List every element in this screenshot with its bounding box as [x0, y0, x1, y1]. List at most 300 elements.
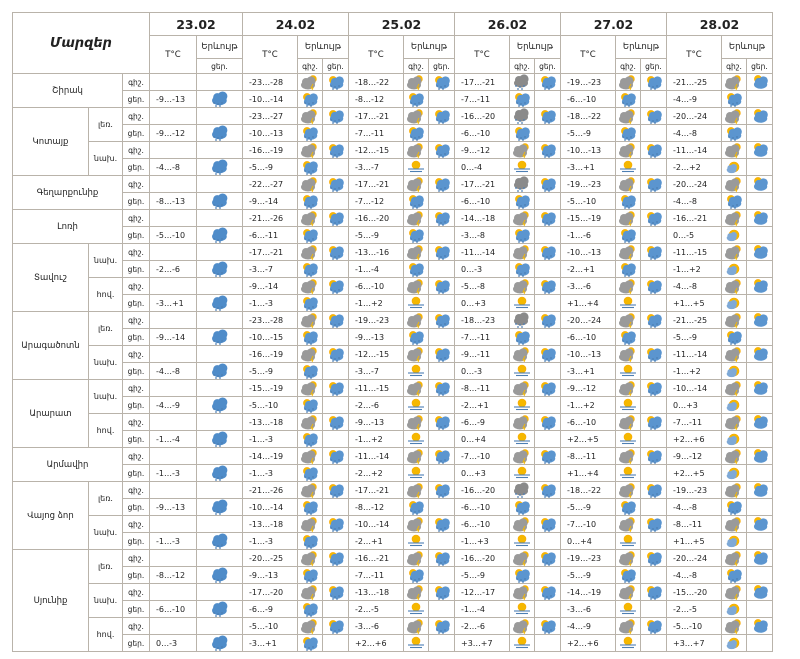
night-icon-cell [298, 159, 323, 176]
temp-cell: -22…-27 [243, 176, 298, 193]
sunsnow-icon [723, 125, 745, 141]
sunfog-icon [617, 601, 639, 617]
temp-cell: -3…+1 [561, 363, 616, 380]
temp-cell: 0…+3 [455, 295, 510, 312]
temp-cell: -13…-18 [349, 584, 404, 601]
sunsnow-icon [643, 380, 665, 396]
temp-cell: 0…-5 [667, 227, 722, 244]
date-header: 23.02 [150, 13, 243, 36]
night-icon-cell [404, 516, 429, 533]
sunsnow-icon [299, 465, 321, 481]
sunsnow-icon [325, 618, 347, 634]
temp-cell: -12…-15 [349, 346, 404, 363]
night-icon-cell [722, 567, 747, 584]
temp-cell: -10…-13 [561, 244, 616, 261]
temp-cell: -16…-21 [349, 550, 404, 567]
sunsnow-icon [431, 516, 453, 532]
temp-cell: -6…-9 [243, 601, 298, 618]
temp-cell: 0…+3 [455, 465, 510, 482]
temp-cell: +2…+5 [561, 431, 616, 448]
sunfog-icon [617, 159, 639, 175]
temp-cell: -7…-10 [561, 516, 616, 533]
temp-cell: -7…-12 [349, 193, 404, 210]
cloud-icon [723, 142, 745, 158]
night-icon-cell [404, 482, 429, 499]
day-icon-cell [323, 499, 349, 516]
day-icon-cell [323, 618, 349, 635]
zone-name: նախ. [89, 584, 123, 618]
night-icon-cell [510, 397, 535, 414]
night-icon-cell [404, 550, 429, 567]
sun-icon [723, 159, 745, 175]
sunsnow-icon [537, 516, 559, 532]
night-icon-cell [404, 584, 429, 601]
table-row [13, 414, 773, 431]
day-icon-cell [323, 210, 349, 227]
night-icon-cell [510, 363, 535, 380]
night-icon-cell [510, 465, 535, 482]
phenomenon-cell [197, 550, 243, 567]
cloud-icon [511, 142, 533, 158]
temp-cell: 0…-3 [150, 635, 197, 652]
sunsnow-icon [511, 91, 533, 107]
sunsnow-icon [325, 210, 347, 226]
sunsnow-icon [537, 108, 559, 124]
temp-cell: -11…-15 [349, 380, 404, 397]
day-icon-cell [747, 108, 773, 125]
day-icon-cell [323, 397, 349, 414]
night-header: գիշ. [404, 59, 429, 74]
sunfog-icon [511, 431, 533, 447]
sunfog-icon [405, 397, 427, 413]
night-icon-cell [510, 380, 535, 397]
day-icon-cell [429, 261, 455, 278]
temp-cell [150, 210, 197, 227]
night-icon-cell [722, 159, 747, 176]
sunsnow-icon [643, 414, 665, 430]
sunsnow-icon [643, 74, 665, 90]
snowcloud-icon [209, 193, 231, 209]
time-of-day: գիշ. [123, 142, 150, 159]
sunsnow-icon [431, 244, 453, 260]
time-of-day: ցեր. [123, 329, 150, 346]
night-icon-cell [298, 329, 323, 346]
sunfog-icon [511, 635, 533, 651]
temp-header: T°C [150, 36, 197, 74]
temp-header: T°C [667, 36, 722, 74]
night-icon-cell [722, 108, 747, 125]
day-icon-cell [323, 125, 349, 142]
day-icon-cell [535, 278, 561, 295]
night-icon-cell [722, 499, 747, 516]
sunsnow-icon [431, 74, 453, 90]
temp-cell: -18…-22 [561, 482, 616, 499]
table-row [13, 91, 773, 108]
night-icon-cell [404, 414, 429, 431]
temp-cell: -12…-17 [455, 584, 510, 601]
sunfog-icon [617, 431, 639, 447]
temp-cell: 0…-3 [455, 261, 510, 278]
night-icon-cell [616, 499, 641, 516]
time-of-day: գիշ. [123, 210, 150, 227]
sunsnow-icon [299, 397, 321, 413]
night-icon-cell [298, 397, 323, 414]
night-icon-cell [298, 244, 323, 261]
table-row [13, 261, 773, 278]
night-icon-cell [404, 227, 429, 244]
night-icon-cell [616, 618, 641, 635]
suncloud-icon [749, 142, 771, 158]
table-row [13, 516, 773, 533]
sunsnow-icon [431, 380, 453, 396]
night-icon-cell [510, 91, 535, 108]
sunfog-icon [405, 533, 427, 549]
table-header [13, 13, 773, 74]
day-icon-cell [641, 142, 667, 159]
day-icon-cell [429, 278, 455, 295]
cloud-icon [723, 618, 745, 634]
sunsnow-icon [511, 567, 533, 583]
cloud-icon [617, 210, 639, 226]
sunsnow-icon [299, 431, 321, 447]
temp-cell: -2…+2 [349, 465, 404, 482]
night-icon-cell [722, 618, 747, 635]
day-icon-cell [429, 635, 455, 652]
day-icon-cell [747, 567, 773, 584]
cloud-icon [617, 278, 639, 294]
sunsnow-icon [617, 91, 639, 107]
sunsnow-icon [643, 516, 665, 532]
night-icon-cell [404, 125, 429, 142]
day-icon-cell [747, 227, 773, 244]
snowcloud-icon [209, 431, 231, 447]
sunsnow-icon [511, 261, 533, 277]
day-icon-cell [747, 635, 773, 652]
cloud-icon [299, 142, 321, 158]
sunsnow-icon [643, 448, 665, 464]
temp-cell: -23…-27 [243, 108, 298, 125]
suncloud-icon [749, 516, 771, 532]
sun-icon [723, 635, 745, 651]
day-icon-cell [429, 74, 455, 91]
night-icon-cell [722, 125, 747, 142]
cloud-icon [617, 176, 639, 192]
temp-cell: -23…-28 [243, 312, 298, 329]
day-icon-cell [429, 601, 455, 618]
night-icon-cell [722, 329, 747, 346]
phenomenon-cell [197, 108, 243, 125]
day-icon-cell [535, 227, 561, 244]
night-icon-cell [616, 516, 641, 533]
temp-cell: -23…-28 [243, 74, 298, 91]
sunsnow-icon [643, 618, 665, 634]
night-icon-cell [404, 74, 429, 91]
suncloud-icon [749, 584, 771, 600]
day-icon-cell [429, 312, 455, 329]
cloud-icon [617, 516, 639, 532]
temp-cell: -11…-14 [667, 346, 722, 363]
phenomenon-cell [197, 142, 243, 159]
table-row [13, 618, 773, 635]
sunsnow-icon [643, 312, 665, 328]
day-icon-cell [323, 74, 349, 91]
cloud-icon [511, 584, 533, 600]
temp-cell: -1…+2 [667, 261, 722, 278]
cloud-icon [723, 176, 745, 192]
temp-cell: -10…-14 [667, 380, 722, 397]
day-icon-cell [747, 125, 773, 142]
sunsnow-icon [537, 414, 559, 430]
sunsnow-icon [405, 261, 427, 277]
day-icon-cell [641, 567, 667, 584]
night-icon-cell [404, 567, 429, 584]
table-row [13, 227, 773, 244]
day-icon-cell [747, 261, 773, 278]
phenomenon-cell [197, 125, 243, 142]
phenomenon-cell [197, 448, 243, 465]
zone-name: նախ. [89, 516, 123, 550]
day-icon-cell [429, 176, 455, 193]
day-icon-cell [747, 346, 773, 363]
temp-cell: -19…-23 [561, 550, 616, 567]
temp-cell: -1…-6 [561, 227, 616, 244]
day-icon-cell [323, 346, 349, 363]
temp-cell: -20…-24 [667, 550, 722, 567]
table-row [13, 159, 773, 176]
temp-cell: -17…-20 [243, 584, 298, 601]
time-of-day: ցեր. [123, 601, 150, 618]
temp-cell: -20…-24 [667, 176, 722, 193]
night-icon-cell [298, 635, 323, 652]
temp-cell: -2…+2 [667, 159, 722, 176]
page-title: Մարզեր [13, 13, 150, 74]
temp-cell: -6…-10 [455, 193, 510, 210]
night-icon-cell [616, 465, 641, 482]
temp-cell: -5…-9 [561, 125, 616, 142]
temp-cell: -4…-8 [667, 499, 722, 516]
sunsnow-icon [431, 176, 453, 192]
night-icon-cell [510, 108, 535, 125]
day-icon-cell [535, 312, 561, 329]
date-header: 24.02 [243, 13, 349, 36]
day-icon-cell [429, 227, 455, 244]
day-icon-cell [323, 431, 349, 448]
day-icon-cell [535, 261, 561, 278]
phenomenon-cell [197, 363, 243, 380]
night-icon-cell [616, 414, 641, 431]
day-icon-cell [641, 312, 667, 329]
sunsnow-icon [537, 176, 559, 192]
night-icon-cell [298, 193, 323, 210]
time-of-day: ցեր. [123, 91, 150, 108]
day-icon-cell [323, 448, 349, 465]
zone-name: լեռ. [89, 312, 123, 346]
night-icon-cell [616, 159, 641, 176]
night-icon-cell [510, 227, 535, 244]
temp-cell: -14…-19 [243, 448, 298, 465]
temp-cell: -9…-13 [243, 567, 298, 584]
cloud-icon [511, 516, 533, 532]
phenomenon-cell [197, 414, 243, 431]
time-of-day: գիշ. [123, 74, 150, 91]
sunsnow-icon [537, 618, 559, 634]
sunsnow-icon [537, 210, 559, 226]
night-icon-cell [616, 482, 641, 499]
day-icon-cell [429, 465, 455, 482]
sunfog-icon [405, 635, 427, 651]
sunsnow-icon [299, 499, 321, 515]
day-icon-cell [535, 244, 561, 261]
sunsnow-icon [299, 159, 321, 175]
cloud-icon [299, 74, 321, 90]
cloud-icon [299, 346, 321, 362]
cloud-icon [299, 312, 321, 328]
temp-cell: -9…-14 [243, 193, 298, 210]
temp-cell: -2…-5 [667, 601, 722, 618]
sunfog-icon [617, 533, 639, 549]
night-icon-cell [404, 193, 429, 210]
sunsnow-icon [643, 482, 665, 498]
time-of-day: ցեր. [123, 227, 150, 244]
sunsnow-icon [325, 74, 347, 90]
temp-cell: -11…-14 [455, 244, 510, 261]
night-icon-cell [722, 176, 747, 193]
sunsnow-icon [299, 363, 321, 379]
phenomenon-cell [197, 601, 243, 618]
night-icon-cell [722, 346, 747, 363]
cloud-icon [723, 278, 745, 294]
snowcloud-icon [209, 567, 231, 583]
sunsnow-icon [325, 176, 347, 192]
night-icon-cell [616, 142, 641, 159]
temp-cell: -10…-14 [243, 91, 298, 108]
night-icon-cell [298, 465, 323, 482]
day-icon-cell [747, 448, 773, 465]
night-header: գիշ. [722, 59, 747, 74]
day-icon-cell [641, 584, 667, 601]
sunsnow-icon [299, 193, 321, 209]
day-icon-cell [429, 329, 455, 346]
temp-cell [150, 142, 197, 159]
table-row [13, 465, 773, 482]
cloud-icon [405, 142, 427, 158]
cloud-icon [511, 380, 533, 396]
temp-cell: 0…-4 [455, 159, 510, 176]
sunsnow-icon [643, 142, 665, 158]
night-icon-cell [298, 108, 323, 125]
phenomenon-header: Երևույթ [616, 36, 667, 59]
night-icon-cell [298, 516, 323, 533]
day-icon-cell [535, 142, 561, 159]
day-icon-cell [535, 176, 561, 193]
day-icon-cell [747, 482, 773, 499]
day-icon-cell [641, 363, 667, 380]
temp-cell: -5…-10 [243, 397, 298, 414]
day-icon-cell [641, 516, 667, 533]
day-icon-cell [429, 295, 455, 312]
day-icon-cell [323, 295, 349, 312]
night-icon-cell [510, 550, 535, 567]
temp-cell: -3…-6 [561, 601, 616, 618]
temp-cell: -2…-5 [349, 601, 404, 618]
temp-cell: -16…-20 [349, 210, 404, 227]
sunsnow-icon [431, 312, 453, 328]
day-icon-cell [429, 91, 455, 108]
temp-cell: +2…+5 [667, 465, 722, 482]
day-icon-cell [535, 414, 561, 431]
date-header: 26.02 [455, 13, 561, 36]
day-icon-cell [535, 601, 561, 618]
zone-name: հով. [89, 278, 123, 312]
sunsnow-icon [643, 176, 665, 192]
snowcloud-icon [209, 329, 231, 345]
date-header: 28.02 [667, 13, 773, 36]
night-icon-cell [404, 499, 429, 516]
zone-name: նախ. [89, 142, 123, 176]
cloud-icon [723, 346, 745, 362]
cloud-icon [405, 618, 427, 634]
night-icon-cell [616, 176, 641, 193]
region-name: Կոտայք [13, 108, 89, 176]
cloud-icon [405, 176, 427, 192]
night-icon-cell [404, 278, 429, 295]
night-icon-cell [722, 210, 747, 227]
cloud-icon [299, 244, 321, 260]
phenomenon-cell [197, 346, 243, 363]
zone-name: նախ. [89, 346, 123, 380]
time-of-day: գիշ. [123, 312, 150, 329]
night-icon-cell [404, 244, 429, 261]
day-icon-cell [641, 448, 667, 465]
suncloud-icon [749, 618, 771, 634]
night-icon-cell [404, 346, 429, 363]
night-icon-cell [510, 499, 535, 516]
time-of-day: գիշ. [123, 346, 150, 363]
temp-cell: -5…-9 [243, 363, 298, 380]
day-icon-cell [323, 363, 349, 380]
sunsnow-icon [405, 193, 427, 209]
sunsnow-icon [325, 448, 347, 464]
sunsnow-icon [643, 210, 665, 226]
sunsnow-icon [723, 329, 745, 345]
temp-cell [150, 550, 197, 567]
table-row [13, 533, 773, 550]
cloud-icon [617, 618, 639, 634]
sunsnow-icon [299, 329, 321, 345]
snowcloud-icon [209, 363, 231, 379]
night-icon-cell [616, 125, 641, 142]
temp-cell: -4…-8 [150, 159, 197, 176]
phenomenon-cell [197, 499, 243, 516]
cloud-icon [299, 448, 321, 464]
temp-cell: -20…-25 [243, 550, 298, 567]
cloudsnow-icon [511, 482, 533, 498]
day-icon-cell [747, 329, 773, 346]
day-icon-cell [747, 142, 773, 159]
time-of-day: գիշ. [123, 108, 150, 125]
sunsnow-icon [325, 312, 347, 328]
time-of-day: ցեր. [123, 567, 150, 584]
temp-cell: -20…-24 [561, 312, 616, 329]
temp-cell: -15…-20 [667, 584, 722, 601]
temp-cell: +2…+6 [561, 635, 616, 652]
day-icon-cell [323, 516, 349, 533]
night-icon-cell [404, 465, 429, 482]
sunsnow-icon [431, 278, 453, 294]
temp-cell: -9…-12 [561, 380, 616, 397]
phenomenon-cell [197, 380, 243, 397]
temp-cell [150, 244, 197, 261]
